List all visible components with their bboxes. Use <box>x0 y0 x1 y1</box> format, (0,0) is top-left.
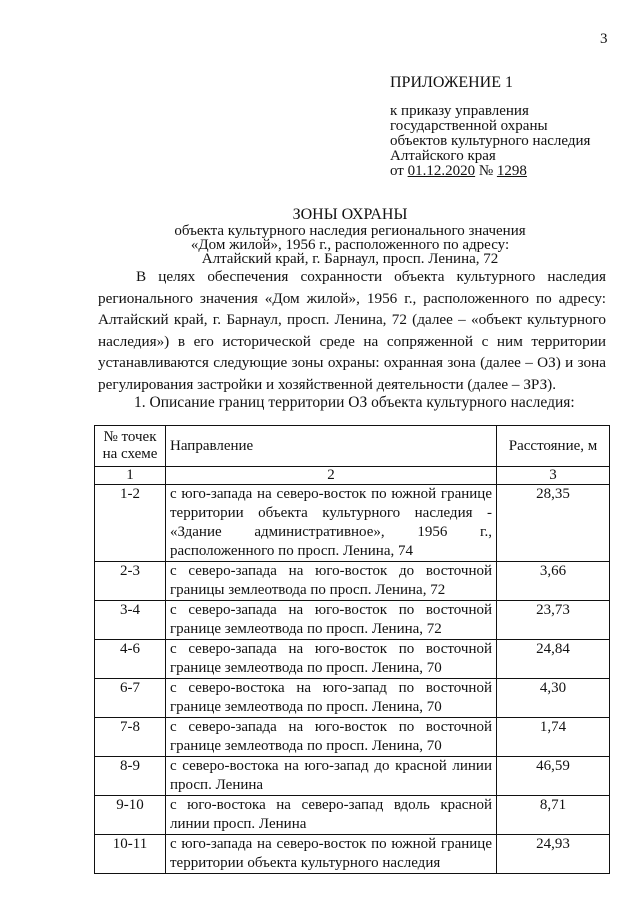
column-number: 1 <box>95 467 166 485</box>
table-header-row <box>95 426 610 467</box>
header-direction: Направление <box>166 426 497 467</box>
header-points: № точек на схеме <box>95 426 166 467</box>
table-row <box>95 835 610 874</box>
table-row <box>95 562 610 601</box>
row-direction: с северо-запада на юго-восток по восточной границе землеотвода по просп. Ленина, 70 <box>166 640 497 679</box>
row-distance: 46,59 <box>497 757 610 796</box>
row-direction: с юго-запада на северо-восток по южной границе территории объекта культурного наследия <box>166 835 497 874</box>
boundary-table <box>94 425 610 874</box>
row-distance: 4,30 <box>497 679 610 718</box>
zones-heading <box>100 206 600 266</box>
row-points: 8-9 <box>95 757 166 796</box>
page-number: 3 <box>600 31 608 47</box>
order-number-prefix: № <box>475 163 497 179</box>
table-row <box>95 679 610 718</box>
table-row <box>95 757 610 796</box>
intro-paragraph: В целях обеспечения сохранности объекта культурного наследия регионального значения «Дом жилой», 1956 г., расположенного по адресу: Алтайский край, г. Барнаул, просп. Ленина, 72 (далее – «объект культурного наследия») в его исторической среде на сопряженной с ним территории устанавливаются следующие зоны охраны: охранная зона (далее – ОЗ) и зона регулирования застройки и хозяйственной деятельности (далее – ЗРЗ). <box>98 268 606 393</box>
row-direction: с юго-востока на северо-запад вдоль красной линии просп. Ленина <box>166 796 497 835</box>
row-distance: 28,35 <box>497 485 610 562</box>
section-title: 1. Описание границ территории ОЗ объекта культурного наследия: <box>134 394 575 411</box>
row-distance: 3,66 <box>497 562 610 601</box>
zones-subtitle-line: Алтайский край, г. Барнаул, просп. Ленина, 72 <box>201 251 499 267</box>
table-row <box>95 718 610 757</box>
row-points: 4-6 <box>95 640 166 679</box>
row-distance: 24,84 <box>497 640 610 679</box>
row-points: 1-2 <box>95 485 166 562</box>
appendix-line: к приказу управления <box>390 103 529 119</box>
row-direction: с северо-востока на юго-запад по восточной границе землеотвода по просп. Ленина, 70 <box>166 679 497 718</box>
row-direction: с юго-запада на северо-восток по южной границе территории объекта культурного наследия - «Здание административное», 1956 г., расположенного по просп. Ленина, 74 <box>166 485 497 562</box>
column-number: 2 <box>166 467 497 485</box>
order-date-line <box>390 164 630 179</box>
row-direction: с северо-запада на юго-восток по восточной границе землеотвода по просп. Ленина, 70 <box>166 718 497 757</box>
row-distance: 24,93 <box>497 835 610 874</box>
table-row <box>95 601 610 640</box>
order-date-prefix: от <box>390 163 408 179</box>
row-direction: с северо-запада на юго-восток по восточной границе землеотвода по просп. Ленина, 72 <box>166 601 497 640</box>
row-points: 3-4 <box>95 601 166 640</box>
table-row <box>95 796 610 835</box>
row-distance: 8,71 <box>497 796 610 835</box>
order-number: 1298 <box>496 163 527 179</box>
row-points: 2-3 <box>95 562 166 601</box>
zones-title: ЗОНЫ ОХРАНЫ <box>292 206 408 223</box>
row-points: 9-10 <box>95 796 166 835</box>
column-number: 3 <box>497 467 610 485</box>
row-distance: 1,74 <box>497 718 610 757</box>
table-row <box>95 640 610 679</box>
row-direction: с северо-запада на юго-восток до восточной границы землеотвода по просп. Ленина, 72 <box>166 562 497 601</box>
order-date: 01.12.2020 <box>407 163 476 179</box>
row-distance: 23,73 <box>497 601 610 640</box>
zones-subtitle-line: объекта культурного наследия регионального значения <box>174 223 526 239</box>
table-row <box>95 485 610 562</box>
appendix-title: ПРИЛОЖЕНИЕ 1 <box>390 74 514 91</box>
row-points: 7-8 <box>95 718 166 757</box>
header-distance: Расстояние, м <box>497 426 610 467</box>
row-direction: с северо-востока на юго-запад до красной линии просп. Ленина <box>166 757 497 796</box>
appendix-block <box>390 74 630 179</box>
row-points: 10-11 <box>95 835 166 874</box>
column-number-row <box>95 467 610 485</box>
appendix-line: Алтайского края <box>390 148 496 164</box>
zones-subtitle-line: «Дом жилой», 1956 г., расположенного по адресу: <box>190 237 510 253</box>
row-points: 6-7 <box>95 679 166 718</box>
appendix-line: государственной охраны <box>390 118 548 134</box>
appendix-line: объектов культурного наследия <box>390 133 591 149</box>
